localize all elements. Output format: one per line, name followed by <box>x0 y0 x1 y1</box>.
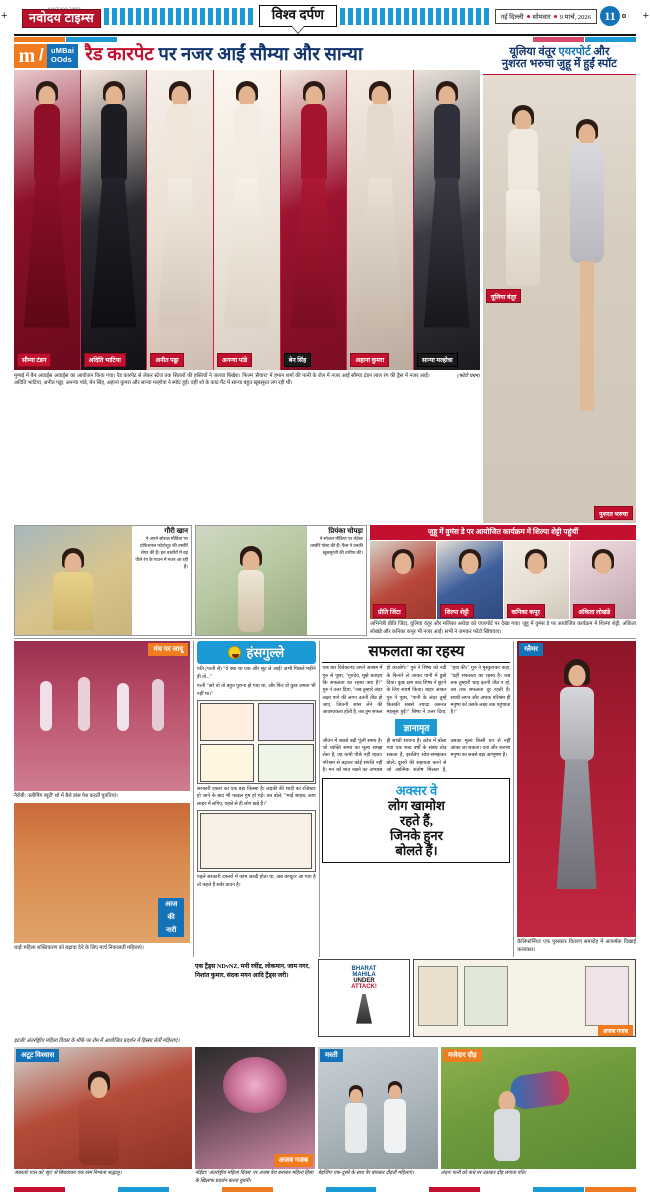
end-dot-icon <box>622 14 626 18</box>
page-number: 11 <box>600 6 620 26</box>
right-feature-headline <box>483 44 636 76</box>
top-feature-block <box>14 44 636 524</box>
quote-line-2: लोग खामोश <box>388 797 445 813</box>
masthead-rule <box>14 34 636 36</box>
celeb-name: प्रियंका चोपड़ा <box>328 527 363 536</box>
footer-registration-strip <box>14 1187 636 1192</box>
rf-hl-c: और <box>593 45 610 58</box>
ajab-gajab-badge: अजब गजब <box>598 1025 633 1037</box>
section-tab: विश्व दर्पण <box>259 5 337 27</box>
name-label: बेन सिंह <box>284 353 312 367</box>
quote-line-4: जिनके हुनर <box>390 827 443 843</box>
col-success <box>322 641 510 956</box>
dot-separator-icon <box>554 15 557 18</box>
photo-ankita-lokhande <box>570 541 636 619</box>
masthead <box>0 0 650 32</box>
card-priyanka-chopra <box>195 525 367 636</box>
photo-priyanka-chopra <box>196 526 307 635</box>
bottom-label-0: अटूट विश्वास <box>16 1049 59 1062</box>
photo-noida-protest <box>195 1047 315 1169</box>
photo-beijing-race <box>318 1047 438 1169</box>
shilpa-shetty-strip <box>370 525 636 636</box>
mumbai-moods-wordmark <box>47 44 78 68</box>
glamour-caption: कैलिफोर्नियाः एक पुरस्कार वितरण समारोह में आकर्षक दिखाईं कलाकार। <box>517 939 636 953</box>
success-para-3: गुरु ने मुस्कुराकर कहा, "यही सफलता का रहस्य है। जब तक तुम्हारी चाह इतनी तीव्र न हो, तब तक सफलता दूर रहती है। सच्ची लगन और अथक परिश्रम ही मनुष्य को उसके लक्ष्य तक पहुंचाता है।" <box>450 666 511 716</box>
registration-mark-left: + <box>1 10 8 22</box>
bottom-caption-row <box>14 1170 636 1185</box>
paper-logo: नवोदय टाइम्स <box>22 9 101 29</box>
name-label: अदिति भाटिया <box>84 353 126 367</box>
nari-badge-l2: की <box>158 911 184 924</box>
bottom-label-3: मजेदार दौड़ <box>443 1049 482 1062</box>
success-body <box>322 665 510 717</box>
photo-kanika-kapoor <box>504 541 570 619</box>
lead-caption-row <box>14 370 480 390</box>
photo-jakarta-ritual <box>14 1047 192 1169</box>
poster-line-2: MAHILA <box>352 971 376 978</box>
photo-sanya-malhotra <box>414 70 480 370</box>
slash-icon <box>40 44 47 68</box>
comic-strip-2 <box>197 810 316 872</box>
photo-aditi-bhatia <box>81 70 147 370</box>
ballet-caption: नैरोबी: 'स्लीपिंग ब्यूटी' शो में बैले डांस पेश करतीं युवतियां। <box>14 793 118 800</box>
bottom-caption-3: लंदनः पत्नी को कंधे पर उठाकर दौड़ लगाता पति। <box>441 1171 527 1177</box>
name-label: अंकिता लोखंडे <box>573 604 615 618</box>
card-gauri-text <box>132 526 191 635</box>
glamour-badge: ग्लैमर <box>519 643 543 656</box>
joke-3: सरकारी दफ्तर का एक बड़ा किस्सा है। लड़की की शादी का रजिस्टर हो जाने के बाद भी फाइल गुम हो गई। तब बोले, "भाई साहब, आप लाइन में लगिए, पहले से ही लोग खड़े हैं।" <box>196 787 316 807</box>
photo-ahana-kumra <box>347 70 413 370</box>
quote-box <box>322 778 510 863</box>
card-gauri-khan <box>14 525 192 636</box>
photo-saumya-tandon <box>14 70 80 370</box>
quote-text <box>328 783 504 858</box>
photo-london-wife-carry <box>441 1047 636 1169</box>
name-label: सान्या मल्होत्रा <box>417 353 458 367</box>
strip-photos <box>370 541 636 619</box>
red-carpet-photo-strip <box>14 70 480 370</box>
mumbai-moods-mark: m <box>14 44 40 68</box>
joke-1: पति (पत्नी से) "ये क्या था एक और सूट ले आईं! अभी पिछले महीने ही तो..." <box>196 667 316 680</box>
band-celeb-social <box>14 525 636 636</box>
name-label: अनीत पड्डा <box>150 353 183 367</box>
joke-4: पहले सरकारी दफ्तरों में काम जल्दी होता था, अब कंप्यूटर आ गया है तो कहते हैं सर्वर डाउन है। <box>196 875 316 888</box>
photo-gauri-khan <box>15 526 132 635</box>
strip-caption: अभिनेत्री प्रीति जिंटा, यूलिया वंतूर और मलिका अरोड़ा को एयरपोर्ट पर देखा गया। जुहू में वुमंस डे पर आयोजित कार्यक्रम में शिल्पा शेट्टी, अंकिता लोखंडे और कनिका कपूर भी नजर आईं। सभी ने जमकर फोटो खिंचवाए। <box>370 621 636 635</box>
card-priyanka-text <box>307 526 366 635</box>
right-feature <box>483 44 636 524</box>
photo-glamour <box>517 641 636 937</box>
celeb-blurb: ने सोशल मीडिया पर लेटेस्ट तस्वीरें पोस्ट की हैं। फैंस ने उनकी खूबसूरती की तारीफ की। <box>310 536 363 556</box>
quote-line-3: रहते हैं, <box>399 812 433 828</box>
column-rule <box>513 641 514 956</box>
gyan-para-3: दूसरों की सहायता करने से जो आत्मिक संतोष मिलता है, उसका मूल्य किसी धन से नहीं आंका जा सकता। दया और करुणा मनुष्य का सबसे बड़ा आभूषण है। <box>386 738 511 774</box>
registration-mark-right: + <box>642 10 649 22</box>
celeb-name: गौरी खान <box>164 527 188 536</box>
name-label: सौम्या टंडन <box>17 353 51 367</box>
photo-aneet-padda <box>147 70 213 370</box>
lead-story <box>14 44 480 524</box>
band-divider <box>14 638 636 639</box>
smiley-face-icon <box>228 646 241 659</box>
bottom-label-2: मस्ती <box>320 1049 343 1062</box>
col-stage-magic <box>14 641 190 956</box>
column-rule <box>193 641 194 956</box>
quote-line-5: बोलते हैं। <box>395 842 438 858</box>
success-para-2: गुरु ने शिष्य को नदी के किनारे ले जाकर पानी में डुबो दिया। कुछ क्षण बाद शिष्य ने छूटने के लिए संघर्ष किया। बाहर आकर गुरु ने पूछा, "पानी के अंदर तुम्हें किसकी सबसे ज्यादा जरूरत महसूस हुई?" शिष्य ने उत्तर दिया, "हवा की।" <box>386 666 470 716</box>
gyan-para-2: मन को शांत रखने का अभ्यास ही सच्ची साधना है। क्रोध में बोला गया एक शब्द वर्षों के संबंध तोड़ सकता है, इसलिए सोच-समझकर बोलें। <box>328 738 447 774</box>
brand-line-2: OOds <box>51 54 72 64</box>
poster-line-3: UNDER <box>353 977 375 984</box>
col-glamour <box>517 641 636 956</box>
name-label: अहाना कुमरा <box>350 353 389 367</box>
paper-tagline: NAVODAYA TIMES <box>48 6 81 11</box>
name-label-2: यूलिया वंतूर <box>486 289 522 303</box>
rf-hl-a: यूलिया वंतूर <box>509 45 556 58</box>
ad-band <box>14 959 636 1037</box>
poster-protest-illustration <box>413 959 636 1037</box>
photo-ben-singh <box>281 70 347 370</box>
photo-women-march <box>14 803 190 943</box>
date-place: नई दिल्ली <box>500 13 524 21</box>
comic-strip-1 <box>197 700 316 784</box>
column-rule <box>319 641 320 956</box>
lead-headline <box>85 46 362 66</box>
name-label: प्रीति जिंटा <box>373 604 406 618</box>
photo-nushrratt-yulia <box>483 75 636 523</box>
mumbai-moods-brandrow <box>14 44 480 68</box>
bottom-caption-2: बेइजिंगः एक-दूसरे के साथ पैर बांधकर दौड़तीं महिलाएं। <box>318 1171 415 1177</box>
photo-ananya-panday <box>214 70 280 370</box>
celeb-blurb: ने अपने सोशल मीडिया पर प्रोफैशनल फोटोशूट की तस्वीरें शेयर की हैं। इन तस्वीरों में वह पीले रंग के गाउन में नजर आ रही हैं। <box>135 536 188 569</box>
photo-shilpa-shetty <box>437 541 503 619</box>
hansgulle-header <box>197 641 316 664</box>
name-label: कनिका कपूर <box>507 604 546 618</box>
hansgulle-title: हंसगुल्ले <box>246 645 285 661</box>
bottom-caption-1: नोईडाः 'अंतर्राष्ट्रीय महिला दिवस' पर अजब वेश बनाकर महिला हिंसा के खिलाफ प्रदर्शन करता युवती। <box>195 1171 314 1184</box>
stage-badge: मंच पर जादू <box>148 643 188 656</box>
band-features <box>14 641 636 956</box>
name-label: शिल्पा शेट्टी <box>440 604 474 618</box>
nari-caption: थाईः महिला शक्तिकरण को बढ़ावा देने के लिए मार्च निकालतीं महिलाएं। <box>14 944 144 951</box>
strip-caption-row <box>370 619 636 636</box>
ad-caption: इटलीः अंतर्राष्ट्रीय महिला दिवस के मौके पर रोम में आयोजित प्रदर्शन में हिस्सा लेतीं महिलाएं। <box>14 1037 180 1044</box>
nari-badge-l1: आज <box>158 898 184 911</box>
gyan-body <box>322 738 510 775</box>
lead-headline-rest: पर नजर आईं सौम्या और सान्या <box>158 44 363 65</box>
dot-separator-icon <box>527 15 530 18</box>
gyan-para-1: जीवन में सबसे बड़ी पूंजी समय है। जो व्यक्ति समय का मूल्य समझ लेता है, वह कभी पीछे नहीं रहता। परिश्रम से बढ़कर कोई संपत्ति नहीं है। <box>322 738 383 774</box>
name-label: नुशरत भरुचा <box>594 506 633 520</box>
date-day: सोमवार <box>532 13 551 21</box>
bottom-photo-row <box>14 1047 636 1169</box>
lead-caption: मुम्बई में बैन अवार्ड्स अवार्ड्स का आयोजन किया गया। रैड कारपेट से लेकर स्टेज तक सितारों की हस्तियों ने जलवा बिखेरा। फिल्म 'सैयारा' में हमान शर्मा की पत्नी के रोल में नजर आईं सौम्या टंडन लाल रंग की ड्रैस में नजर आईं। अदिति भाटिया, अनीत पड्डा, अनन्या पांडे, बेन सिंह, अहाना कुमरा और सान्या मल्होत्रा ने स्पॉट हुईं। वहीं शो के कांट-पैंट में सान्या बहुत खूबसूरत लग रही थीं। <box>14 372 430 387</box>
date-line <box>495 9 597 24</box>
gyanamrit-title: ज्ञानामृत <box>395 719 437 736</box>
strip-header: जुहू में वुमंस डे पर आयोजित कार्यक्रम में शिल्पा शेट्टी पहुंचीं <box>370 525 636 540</box>
bottom-caption-0: जकार्ताः गाल को 'सूए' से बिंधवाकर एक रस्म निभाता श्रद्धालु। <box>14 1171 122 1177</box>
poster-bharat-mahila <box>318 959 410 1037</box>
bottom-label-1: अजब गजब <box>274 1154 313 1167</box>
ad-headline: एक ट्रैंड्स NDvNZ, मनी रवींद्र, लोकमान, जाम नगर, निशांत कुमार, संदक मयन आदि ट्रैंड्स जरी। <box>195 962 310 979</box>
success-para-1: एक बार विवेकानंद अपने आश्रम में गुरु से पूछा, "गुरुदेव, मुझे बताइए कि सफलता का रहस्य क्या है?" गुरु ने उत्तर दिया, "जब तुम्हारे अंदर लक्ष्य पाने की लगन उतनी तीव्र हो जाए, जितनी सांस लेने की आवश्यकता होती है, तब तुम सफल हो जाओगे।" <box>322 666 409 716</box>
lead-headline-red: रैड कारपेट <box>85 44 154 65</box>
color-registration-strip <box>14 37 636 42</box>
lead-credit: (फोटो चयन) <box>457 373 480 379</box>
photo-preity-zinta <box>370 541 436 619</box>
rf-hl-d: नुशरत भरुचा जुहू में हुईं स्पॉट <box>501 58 617 71</box>
photo-ballet-show <box>14 641 190 791</box>
decorative-bars-right <box>340 8 492 25</box>
rf-hl-b: एयरपोर्ट <box>558 45 591 58</box>
col-hansgulle <box>197 641 316 956</box>
brand-line-1: uMBai <box>51 46 75 56</box>
nari-badge-l3: नारी <box>158 924 184 937</box>
poster-line-4: ATTACK! <box>351 983 377 990</box>
success-title: सफलता का रहस्य <box>322 641 510 663</box>
date-value: 9 मार्च, 2026 <box>559 13 591 21</box>
decorative-bars-left <box>104 8 256 25</box>
joke-2: पत्नी "अरे वो तो बहुत पुराना हो गया था, और फिर वो कुछ जमता भी नहीं था।" <box>196 684 316 697</box>
name-label: अनन्या पांडे <box>217 353 252 367</box>
poster-line-1: BHARAT <box>351 965 377 972</box>
quote-line-1: अक्सर वे <box>395 782 438 798</box>
